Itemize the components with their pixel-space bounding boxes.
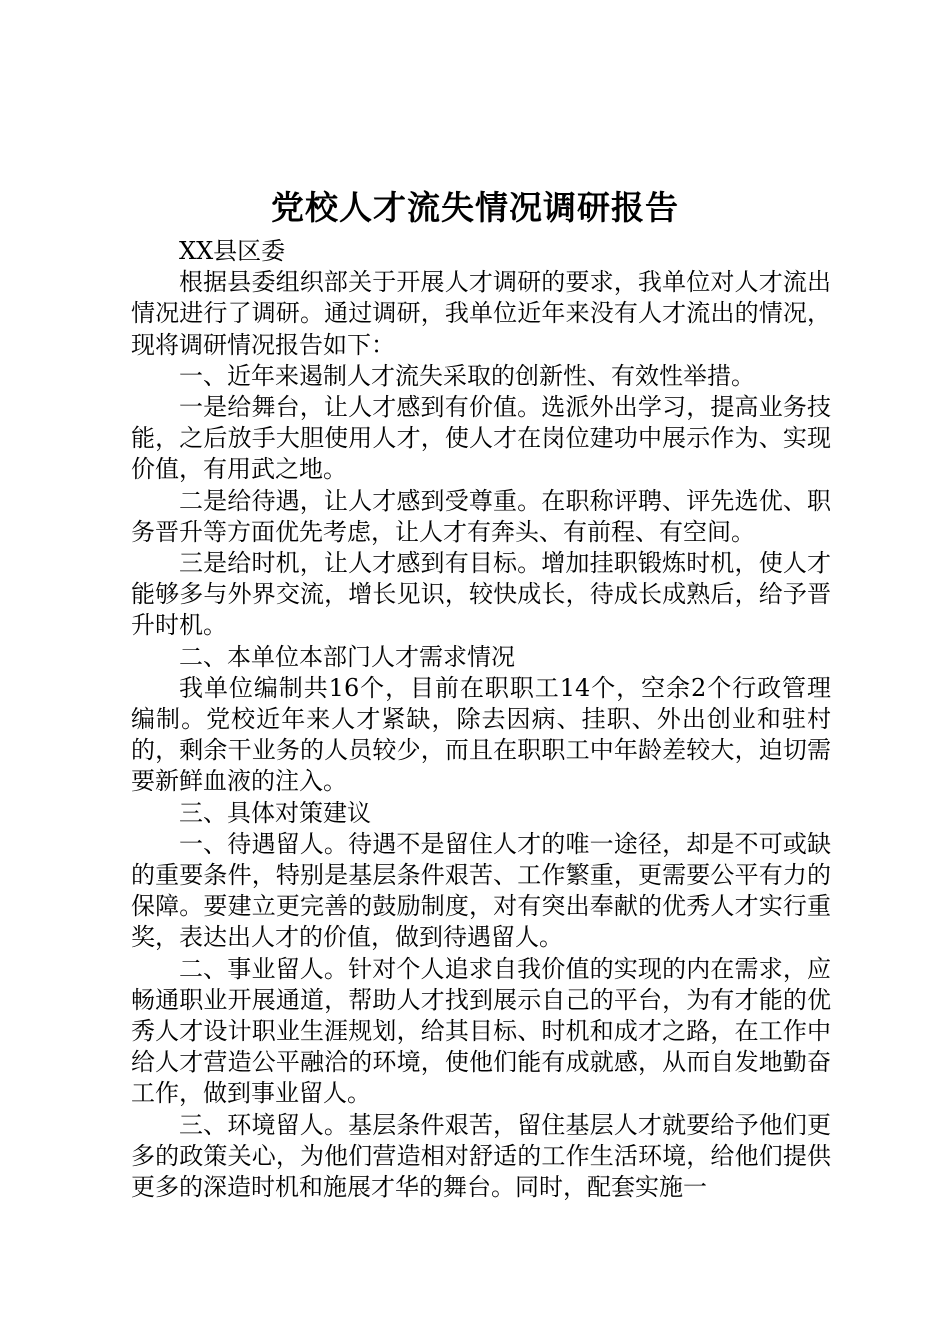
document-title: 党校人才流失情况调研报告 (271, 188, 679, 227)
suggestion-paragraph-3: 三、环境留人。基层条件艰苦，留住基层人才就要给予他们更多的政策关心，为他们营造相对舒适的工作生活环境，给他们提供更多的深造时机和施展才华的舞台。同时，配套实施一 (131, 1110, 831, 1202)
section-heading-1: 一、近年来遏制人才流失采取的创新性、有效性举措。 (179, 361, 755, 390)
suggestion-paragraph-2: 二、事业留人。针对个人追求自我价值的实现的内在需求，应畅通职业开展通道，帮助人才找到展示自己的平台，为有才能的优秀人才设计职业生涯规划，给其目标、时机和成才之路，在工作中给人才营造公平融洽的环境，使他们能有成就感，从而自发地勤奋工作，做到事业留人。 (131, 954, 831, 1108)
document-body (131, 236, 831, 1203)
suggestion-paragraph-1: 一、待遇留人。待遇不是留住人才的唯一途径，却是不可或缺的重要条件，特别是基层条件艰苦、工作繁重，更需要公平有力的保障。要建立更完善的鼓励制度，对有突出奉献的优秀人才实行重奖，表达出人才的价值，做到待遇留人。 (131, 829, 831, 952)
section-heading-2: 二、本单位本部门人才需求情况 (179, 642, 515, 671)
intro-paragraph: 根据县委组织部关于开展人才调研的要求，我单位对人才流出情况进行了调研。通过调研，我单位近年来没有人才流出的情况，现将调研情况报告如下： (131, 268, 831, 359)
demand-paragraph: 我单位编制共16个，目前在职职工14个，空余2个行政管理编制。党校近年来人才紧缺，除去因病、挂职、外出创业和驻村的，剩余干业务的人员较少，而且在职职工中年龄差较大，迫切需要新鲜血液的注入。 (131, 673, 831, 796)
addressee-line: XX县区委 (179, 237, 286, 265)
measure-paragraph-2: 二是给待遇，让人才感到受尊重。在职称评聘、评先选优、职务晋升等方面优先考虑，让人才有奔头、有前程、有空间。 (131, 486, 831, 546)
measure-paragraph-1: 一是给舞台，让人才感到有价值。选派外出学习，提高业务技能，之后放手大胆使用人才，使人才在岗位建功中展示作为、实现价值，有用武之地。 (131, 393, 831, 484)
section-heading-3: 三、具体对策建议 (179, 798, 371, 827)
measure-paragraph-3: 三是给时机，让人才感到有目标。增加挂职锻炼时机，使人才能够多与外界交流，增长见识，较快成长，待成长成熟后，给予晋升时机。 (131, 549, 831, 640)
